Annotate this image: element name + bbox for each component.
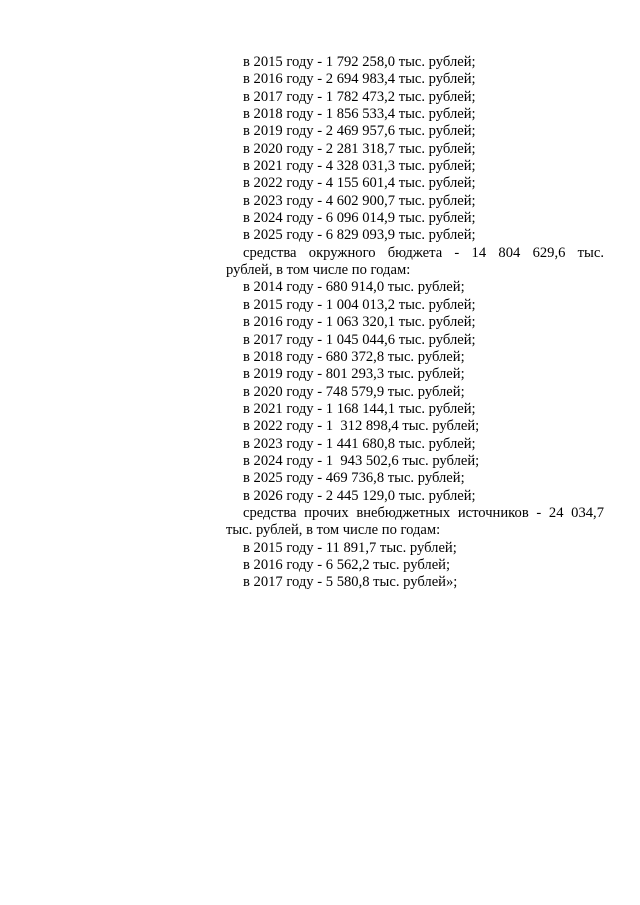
year-line: в 2022 году - 1 312 898,4 тыс. рублей; <box>243 418 480 435</box>
year-line: в 2023 году - 1 441 680,8 тыс. рублей; <box>243 435 476 452</box>
year-line: в 2024 году - 6 096 014,9 тыс. рублей; <box>243 210 476 227</box>
year-line: в 2021 году - 1 168 144,1 тыс. рублей; <box>243 400 476 417</box>
year-line: в 2021 году - 4 328 031,3 тыс. рублей; <box>243 158 476 175</box>
year-line: в 2024 году - 1 943 502,6 тыс. рублей; <box>243 452 480 469</box>
year-line: в 2020 году - 2 281 318,7 тыс. рублей; <box>243 140 476 157</box>
year-line: в 2017 году - 1 045 044,6 тыс. рублей; <box>243 331 476 348</box>
year-line: в 2022 году - 4 155 601,4 тыс. рублей; <box>243 175 476 192</box>
year-line: в 2015 году - 11 891,7 тыс. рублей; <box>243 539 457 556</box>
year-line: в 2018 году - 680 372,8 тыс. рублей; <box>243 348 465 365</box>
year-line: в 2016 году - 2 694 983,4 тыс. рублей; <box>243 71 476 88</box>
year-line: в 2019 году - 2 469 957,6 тыс. рублей; <box>243 123 476 140</box>
year-line: в 2017 году - 5 580,8 тыс. рублей»; <box>243 574 458 591</box>
year-line: в 2018 году - 1 856 533,4 тыс. рублей; <box>243 106 476 123</box>
year-line: в 2016 году - 1 063 320,1 тыс. рублей; <box>243 314 476 331</box>
year-line: в 2019 году - 801 293,3 тыс. рублей; <box>243 366 465 383</box>
year-line: в 2020 году - 748 579,9 тыс. рублей; <box>243 383 465 400</box>
funding-years-list <box>226 54 604 245</box>
year-line: в 2026 году - 2 445 129,0 тыс. рублей; <box>243 487 476 504</box>
other-sources-heading-continued: тыс. рублей, в том числе по годам: <box>226 522 441 539</box>
district-budget-section <box>226 245 604 505</box>
year-line: в 2014 году - 680 914,0 тыс. рублей; <box>243 279 465 296</box>
year-line: в 2016 году - 6 562,2 тыс. рублей; <box>243 556 451 573</box>
year-line: в 2017 году - 1 782 473,2 тыс. рублей; <box>243 88 476 105</box>
year-line: в 2015 году - 1 004 013,2 тыс. рублей; <box>243 296 476 313</box>
year-line: в 2025 году - 469 736,8 тыс. рублей; <box>243 470 465 487</box>
document-page <box>226 54 604 592</box>
year-line: в 2025 году - 6 829 093,9 тыс. рублей; <box>243 227 476 244</box>
other-sources-section <box>226 505 604 592</box>
district-budget-heading: средства окружного бюджета - 14 804 629,6 тыс. <box>243 244 604 261</box>
year-line: в 2023 году - 4 602 900,7 тыс. рублей; <box>243 192 476 209</box>
district-budget-heading-continued: рублей, в том числе по годам: <box>226 262 411 279</box>
year-line: в 2015 году - 1 792 258,0 тыс. рублей; <box>243 54 476 70</box>
other-sources-heading: средства прочих внебюджетных источников - 24 034,7 <box>243 504 604 521</box>
